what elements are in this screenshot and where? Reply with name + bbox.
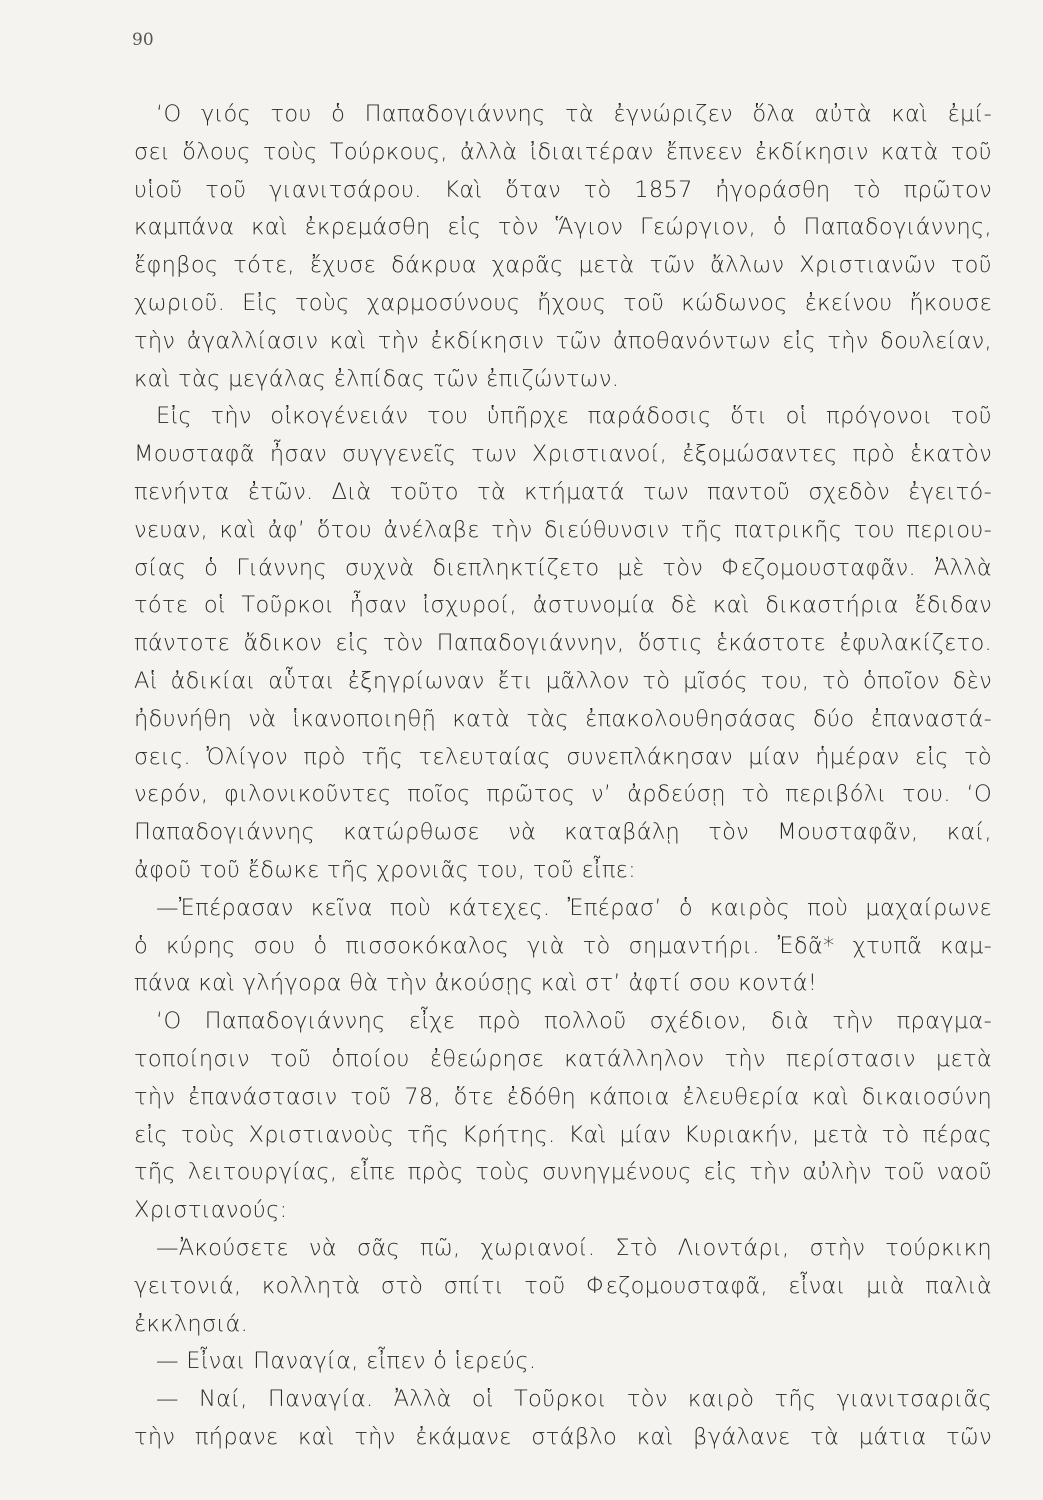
text-line: τὴν πήρανε καὶ τὴν ἐκάμανε στάβλο καὶ βγάλανε τὰ μάτια τῶν <box>134 1423 992 1450</box>
text-line: ἔφηβος τότε, ἔχυσε δάκρυα χαρᾶς μετὰ τῶν ἄλλων Χριστιανῶν τοῦ <box>134 252 992 279</box>
text-line: ὁ κύρης σου ὁ πισσοκόκαλος γιὰ τὸ σημαντήρι. Ἐδᾶ* χτυπᾶ καμ- <box>134 932 992 959</box>
text-line: γειτονιά, κολλητὰ στὸ σπίτι τοῦ Φεζομουσταφᾶ, εἶναι μιὰ παλιὰ <box>134 1272 992 1299</box>
text-line: Χριστιανούς: <box>134 1197 288 1224</box>
text-line: τὴν ἀγαλλίασιν καὶ τὴν ἐκδίκησιν τῶν ἀποθανόντων εἰς τὴν δουλείαν, <box>134 327 992 354</box>
body-text <box>134 96 992 1457</box>
text-line: ἐκκλησιά. <box>134 1310 249 1337</box>
text-line: πενήντα ἐτῶν. Διὰ τοῦτο τὰ κτήματά των παντοῦ σχεδὸν ἐγειτό- <box>134 478 992 505</box>
text-line: τὴν ἐπανάστασιν τοῦ 78, ὅτε ἐδόθη κάποια ἐλευθερία καὶ δικαιοσύνη <box>134 1083 992 1110</box>
text-line: χωριοῦ. Εἰς τοὺς χαρμοσύνους ἤχους τοῦ κώδωνος ἐκείνου ἤκουσε <box>134 289 992 316</box>
text-line: πάνα καὶ γλήγορα θὰ τὴν ἀκούσῃς καὶ στ’ ἀφτί σου κοντά! <box>134 970 818 997</box>
text-line: Αἱ ἀδικίαι αὗται ἐξηγρίωναν ἔτι μᾶλλον τὸ μῖσός του, τὸ ὁποῖον δὲν <box>134 667 992 694</box>
text-line: πάντοτε ἄδικον εἰς τὸν Παπαδογιάννην, ὅστις ἑκάστοτε ἐφυλακίζετο. <box>134 630 992 657</box>
text-line: καὶ τὰς μεγάλας ἐλπίδας τῶν ἐπιζώντων. <box>134 365 620 392</box>
text-line: ἀφοῦ τοῦ ἔδωκε τῆς χρονιᾶς του, τοῦ εἶπε: <box>134 856 637 883</box>
text-line: ‘Ο Παπαδογιάννης εἶχε πρὸ πολλοῦ σχέδιον, διὰ τὴν πραγμα- <box>156 1008 992 1035</box>
text-line: ἠδυνήθη νὰ ἱκανοποιηθῇ κατὰ τὰς ἐπακολουθησάσας δύο ἐπαναστά- <box>134 705 992 732</box>
page-number: 90 <box>132 30 154 50</box>
text-line: ‘Ο γιός του ὁ Παπαδογιάννης τὰ ἐγνώριζεν ὅλα αὐτὰ καὶ ἐμί- <box>156 101 992 127</box>
text-line: Παπαδογιάννης κατώρθωσε νὰ καταβάλῃ τὸν Μουσταφᾶν, καί, <box>134 819 992 846</box>
text-line: σεις. Ὀλίγον πρὸ τῆς τελευταίας συνεπλάκησαν μίαν ἡμέραν εἰς τὸ <box>134 743 992 770</box>
text-line: Μουσταφᾶ ἦσαν συγγενεῖς των Χριστιανοί, ἐξομώσαντες πρὸ ἑκατὸν <box>134 441 992 468</box>
text-line: καμπάνα καὶ ἐκρεμάσθη εἰς τὸν Ἅγιον Γεώργιον, ὁ Παπαδογιάννης, <box>134 214 992 241</box>
text-line: εἰς τοὺς Χριστιανοὺς τῆς Κρήτης. Καὶ μίαν Κυριακήν, μετὰ τὸ πέρας <box>134 1121 992 1148</box>
text-line: σίας ὁ Γιάννης συχνὰ διεπληκτίζετο μὲ τὸν Φεζομουσταφᾶν. Ἀλλὰ <box>134 554 992 581</box>
text-line: Εἰς τὴν οἰκογένειάν του ὑπῆρχε παράδοσις ὅτι οἱ πρόγονοι τοῦ <box>156 403 992 430</box>
text-line: —Ἀκούσετε νὰ σᾶς πῶ, χωριανοί. Στὸ Λιοντάρι, στὴν τούρκικη <box>156 1234 992 1261</box>
text-line: νερόν, φιλονικοῦντες ποῖος πρῶτος ν’ ἀρδεύσῃ τὸ περιβόλι του. ‘Ο <box>134 781 992 808</box>
text-line: τῆς λειτουργίας, εἶπε πρὸς τοὺς συνηγμένους εἰς τὴν αὐλὴν τοῦ ναοῦ <box>134 1159 992 1186</box>
text-line: — Εἶναι Παναγία, εἶπεν ὁ ἱερεύς. <box>156 1348 537 1375</box>
text-line: —Ἐπέρασαν κεῖνα ποὺ κάτεχες. Ἐπέρασ’ ὁ καιρὸς ποὺ μαχαίρωνε <box>156 894 992 921</box>
text-line: υἱοῦ τοῦ γιανιτσάρου. Καὶ ὅταν τὸ 1857 ἠγοράσθη τὸ πρῶτον <box>134 176 992 203</box>
text-line: νευαν, καὶ ἀφ’ ὅτου ἀνέλαβε τὴν διεύθυνσιν τῆς πατρικῆς του περιου- <box>134 516 992 543</box>
text-line: — Ναί, Παναγία. Ἀλλὰ οἱ Τοῦρκοι τὸν καιρὸ τῆς γιανιτσαριᾶς <box>156 1386 992 1413</box>
text-line: σει ὅλους τοὺς Τούρκους, ἀλλὰ ἰδιαιτέραν ἔπνεεν ἐκδίκησιν κατὰ τοῦ <box>134 138 992 165</box>
text-line: τοποίησιν τοῦ ὁποίου ἐθεώρησε κατάλληλον τὴν περίστασιν μετὰ <box>134 1045 992 1072</box>
text-line: τότε οἱ Τοῦρκοι ἦσαν ἰσχυροί, ἀστυνομία δὲ καὶ δικαστήρια ἔδιδαν <box>134 592 992 619</box>
